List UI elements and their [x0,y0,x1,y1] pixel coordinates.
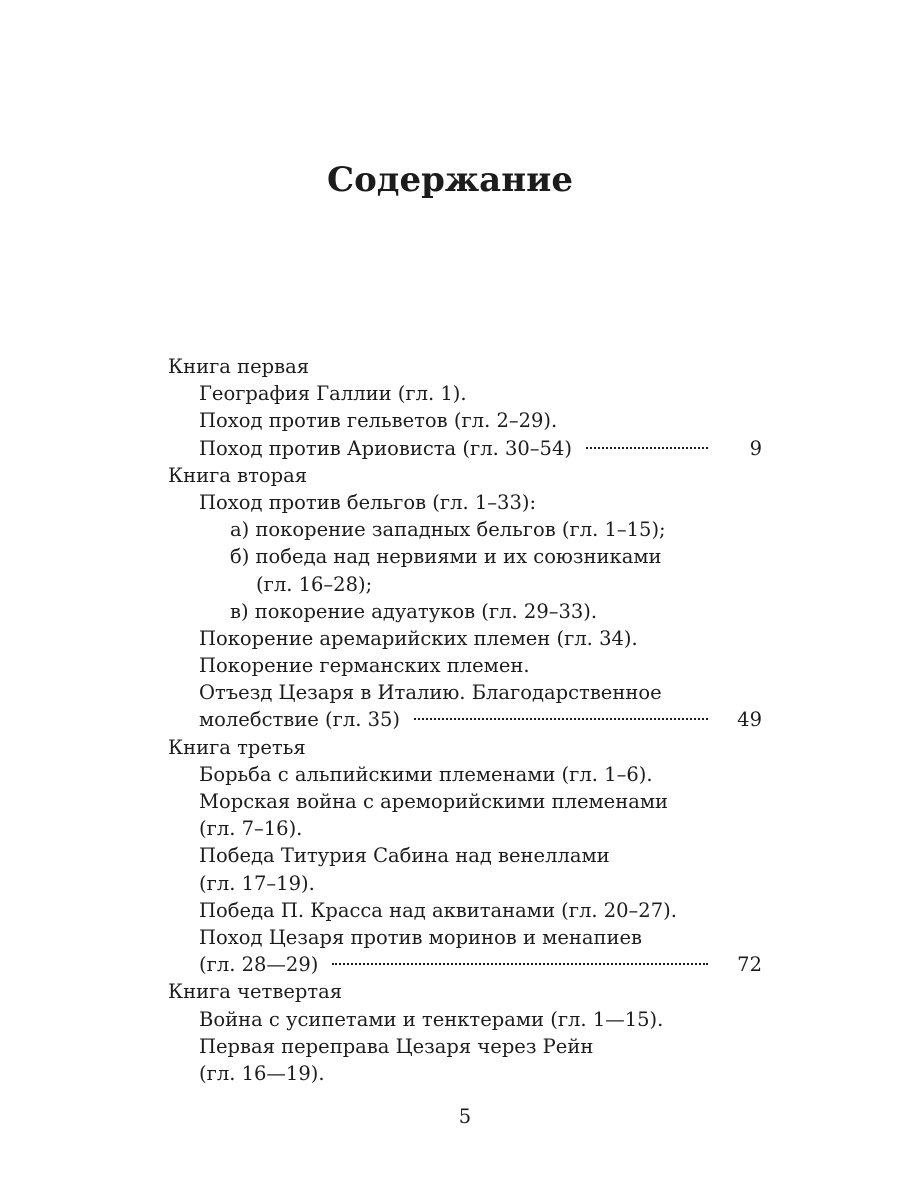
toc-subentry: в) покорение адуатуков (гл. 29–33). [230,599,598,623]
toc-entry-with-page [168,435,762,462]
toc-entry-text: (гл. 28—29) [199,953,319,977]
toc-entry: (гл. 7–16). [199,817,303,841]
page-title: Содержание [327,160,573,200]
toc-entry: Поход против бельгов (гл. 1–33): [199,490,537,514]
dot-leader [414,717,708,720]
toc-subentry: б) победа над нервиями и их союзниками [230,545,662,569]
page-number: 72 [737,953,762,977]
page-number: 49 [737,708,762,732]
book-heading-2: Книга вторая [168,463,308,487]
toc-entry-text: молебствие (гл. 35) [199,708,401,732]
toc-entry: Первая переправа Цезаря через Рейн [199,1034,594,1058]
toc-entry: Отъезд Цезаря в Италию. Благодарственное [199,681,662,705]
book-heading-3: Книга третья [168,735,306,759]
dot-leader [332,962,708,965]
page-folio: 5 [458,1105,472,1128]
toc-entry: (гл. 17–19). [199,871,315,895]
toc-entry: Война с усипетами и тенктерами (гл. 1—15). [199,1007,664,1031]
toc-entry: Поход Цезаря против моринов и менапиев [199,925,642,949]
toc-entry-with-page [168,706,762,733]
toc-subentry: а) покорение западных бельгов (гл. 1–15); [230,518,666,542]
toc-entry-text: Поход против Ариовиста (гл. 30–54) [199,436,572,460]
toc-entry-with-page [168,951,762,978]
book-heading-1: Книга первая [168,355,310,378]
toc-entry: Покорение арeмарийских племен (гл. 34). [199,626,638,650]
toc-entry: География Галлии (гл. 1). [199,382,467,406]
book-heading-4: Книга четвертая [168,980,343,1004]
toc-entry: (гл. 16—19). [199,1061,325,1085]
toc-subentry-continuation: (гл. 16–28); [256,572,373,596]
toc-entry: Победа П. Красса над аквитанами (гл. 20–27). [199,898,677,922]
table-of-contents [168,353,762,1087]
toc-entry: Борьба с альпийскими племенами (гл. 1–6). [199,762,653,786]
toc-entry: Морская война с ареморийскими племенами [199,790,668,813]
toc-entry: Поход против гельветов (гл. 2–29). [199,409,558,433]
page-number: 9 [749,436,762,460]
dot-leader [586,446,708,449]
toc-entry: Покорение германских племен. [199,654,530,678]
toc-entry: Победа Титурия Сабина над венеллами [199,844,610,868]
